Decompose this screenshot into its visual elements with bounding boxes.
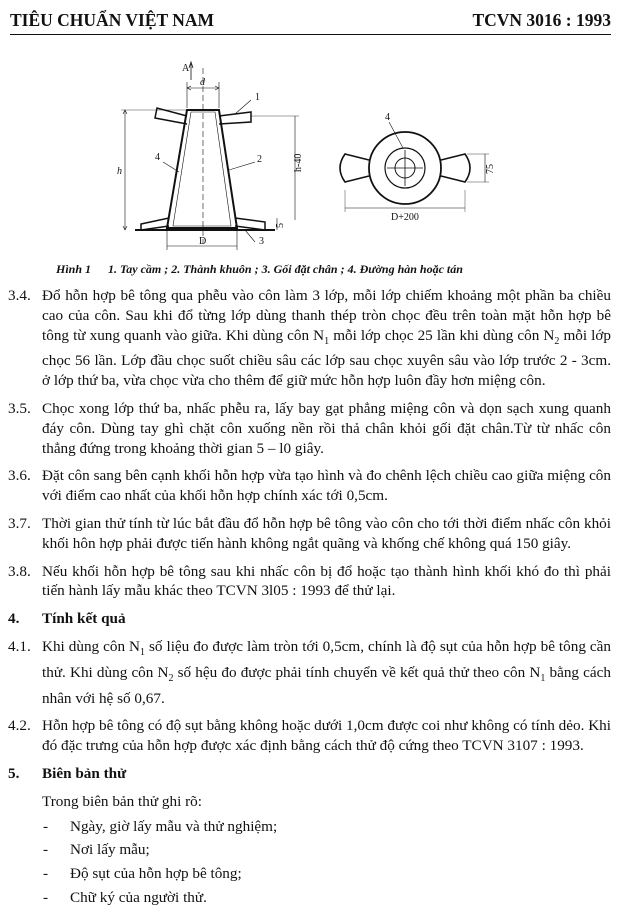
clause-text: Đặt côn sang bên cạnh khối hỗn hợp vừa tạo hình và đo chênh lệch chiều cao giữa miệng côn với điểm cao nhất của khối hỗn hợp chính xác tới 0,5cm.	[42, 467, 611, 505]
list-item-text: Độ sụt của hỗn hợp bê tông;	[70, 865, 242, 883]
subscript: 1	[140, 647, 146, 659]
label-D-plus-200: D+200	[391, 212, 419, 223]
cone-figure	[105, 58, 535, 258]
section-title: Biên bản thử	[42, 765, 127, 783]
clause-text: Hỗn hợp bê tông có độ sụt bằng không hoặc dưới 1,0cm được coi như không có tính dẻo. Khi đó đặc trưng của hỗn hợp được xác định bằng cách thử độ cứng theo TCVN 3107 : 1993.	[42, 717, 611, 755]
clause-number: 3.4.	[8, 287, 31, 304]
label-2: 2	[257, 154, 262, 165]
bullet-dash: -	[43, 817, 49, 835]
label-5: 5	[275, 223, 286, 228]
label-3: 3	[259, 236, 264, 247]
section-number: 5.	[8, 765, 20, 783]
figure-caption	[56, 262, 463, 277]
clause-number: 3.5.	[8, 400, 31, 418]
clause-text: số hệu đo được phải tính chuyển về kết quả thử theo côn N	[173, 663, 541, 681]
caption-lead: Hình 1	[56, 262, 92, 276]
list-item	[0, 840, 625, 860]
subscript: 2	[554, 335, 560, 347]
clause-text: số liệu đo được làm tròn tới 0,5cm, chính là độ sụt của hỗn hợp bê tông cần thử. Khi dùng côn N	[42, 637, 611, 681]
section-4-heading	[0, 609, 625, 629]
label-4-right: 4	[385, 112, 390, 123]
subscript: 1	[540, 672, 546, 684]
clause-number: 3.7.	[8, 515, 31, 532]
label-h: h	[117, 166, 122, 177]
clause-text: mỗi lớp chọc 56 lần. Lớp đầu chọc suốt chiều sâu các lớp sau chọc xuyên sâu vào lớp trước 2 - 3cm. ở lớp thứ ba, vừa chọc vừa cho thêm để giữ mức hỗn hợp luôn đầy hơn miệng côn.	[42, 326, 611, 390]
clause-4-2	[0, 716, 625, 756]
label-d: d	[200, 77, 205, 88]
clause-number: 3.8.	[8, 562, 31, 580]
list-item	[0, 817, 625, 837]
list-item-text: Ngày, giờ lấy mẫu và thử nghiệm;	[70, 817, 278, 835]
cone-side-view	[121, 62, 299, 250]
clause-number: 4.1.	[8, 637, 31, 655]
report-intro: Trong biên bản thử ghi rõ:	[42, 792, 202, 810]
label-a: A	[182, 63, 190, 74]
clause-text: Nếu khối hỗn hợp bê tông sau khi nhấc côn bị đổ hoặc tạo thành hình khối khó đo thì phải tiến hành lấy mẫu khác theo TCVN 3l05 : 1993 để thử lại.	[42, 562, 611, 600]
clause-text: mỗi lớp chọc 25 lần khi dùng côn N	[329, 326, 555, 344]
clause-3-4	[0, 286, 625, 391]
header-standard-title: TIÊU CHUẨN VIỆT NAM	[10, 10, 215, 30]
cone-top-view	[340, 122, 489, 212]
bullet-dash: -	[43, 889, 49, 907]
list-item-text: Chữ ký của người thử.	[70, 889, 207, 907]
list-item-text: Nơi lấy mẫu;	[70, 841, 150, 859]
clause-4-1	[0, 637, 625, 708]
bullet-dash: -	[43, 865, 49, 883]
caption-text: 1. Tay cầm ; 2. Thành khuôn ; 3. Gối đặt chân ; 4. Đường hàn hoặc tán	[108, 262, 463, 276]
section-title: Tính kết quả	[42, 610, 126, 628]
subscript: 1	[324, 335, 330, 347]
list-item	[0, 864, 625, 884]
label-D: D	[199, 236, 207, 247]
clause-text: Thời gian thử tính từ lúc bắt đầu đổ hỗn hợp bê tông vào côn cho tới thời điểm nhấc côn khỏi khối hôn hợp phải được tiến hành không ngắt quãng và khống chế không quá 150 giây.	[42, 515, 611, 552]
clause-3-6	[0, 466, 625, 506]
label-h-40: h-40	[293, 153, 304, 172]
clause-3-8	[0, 562, 625, 602]
document-body	[0, 286, 625, 912]
clause-number: 4.2.	[8, 717, 31, 735]
clause-text: bằng cách nhân với hệ số 0,67.	[42, 663, 611, 707]
label-75: 75	[485, 164, 496, 174]
clause-3-7	[0, 514, 625, 554]
clause-3-5	[0, 399, 625, 458]
clause-number: 3.6.	[8, 467, 31, 485]
section-5-heading	[0, 764, 625, 784]
clause-text: Chọc xong lớp thứ ba, nhấc phễu ra, lấy bay gạt phẳng miệng côn và dọn sạch xung quanh đáy côn. Dùng tay ghì chặt côn xuống nền rồi thả chân khỏi gối đặt chân.Từ từ nhấc côn thẳng đứng trong khoảng thời gian 5 – l0 giây.	[42, 400, 611, 457]
page-header	[10, 6, 611, 35]
section-number: 4.	[8, 610, 20, 628]
header-standard-code: TCVN 3016 : 1993	[472, 10, 611, 30]
subscript: 2	[168, 672, 174, 684]
label-4-left: 4	[155, 152, 160, 163]
bullet-dash: -	[43, 841, 49, 859]
clause-text: Khi dùng côn N	[42, 637, 141, 655]
clause-text: Đổ hỗn hợp bê tông qua phễu vào côn làm 3 lớp, mỗi lớp chiếm khoảng một phần ba chiều cao của côn. Sau khi đổ từng lớp dùng thanh thép tròn chọc đều trên toàn mặt hỗn hợp bê tông từ xung quanh vào giữa. Khi dùng côn N	[42, 287, 611, 344]
label-1: 1	[255, 92, 260, 103]
